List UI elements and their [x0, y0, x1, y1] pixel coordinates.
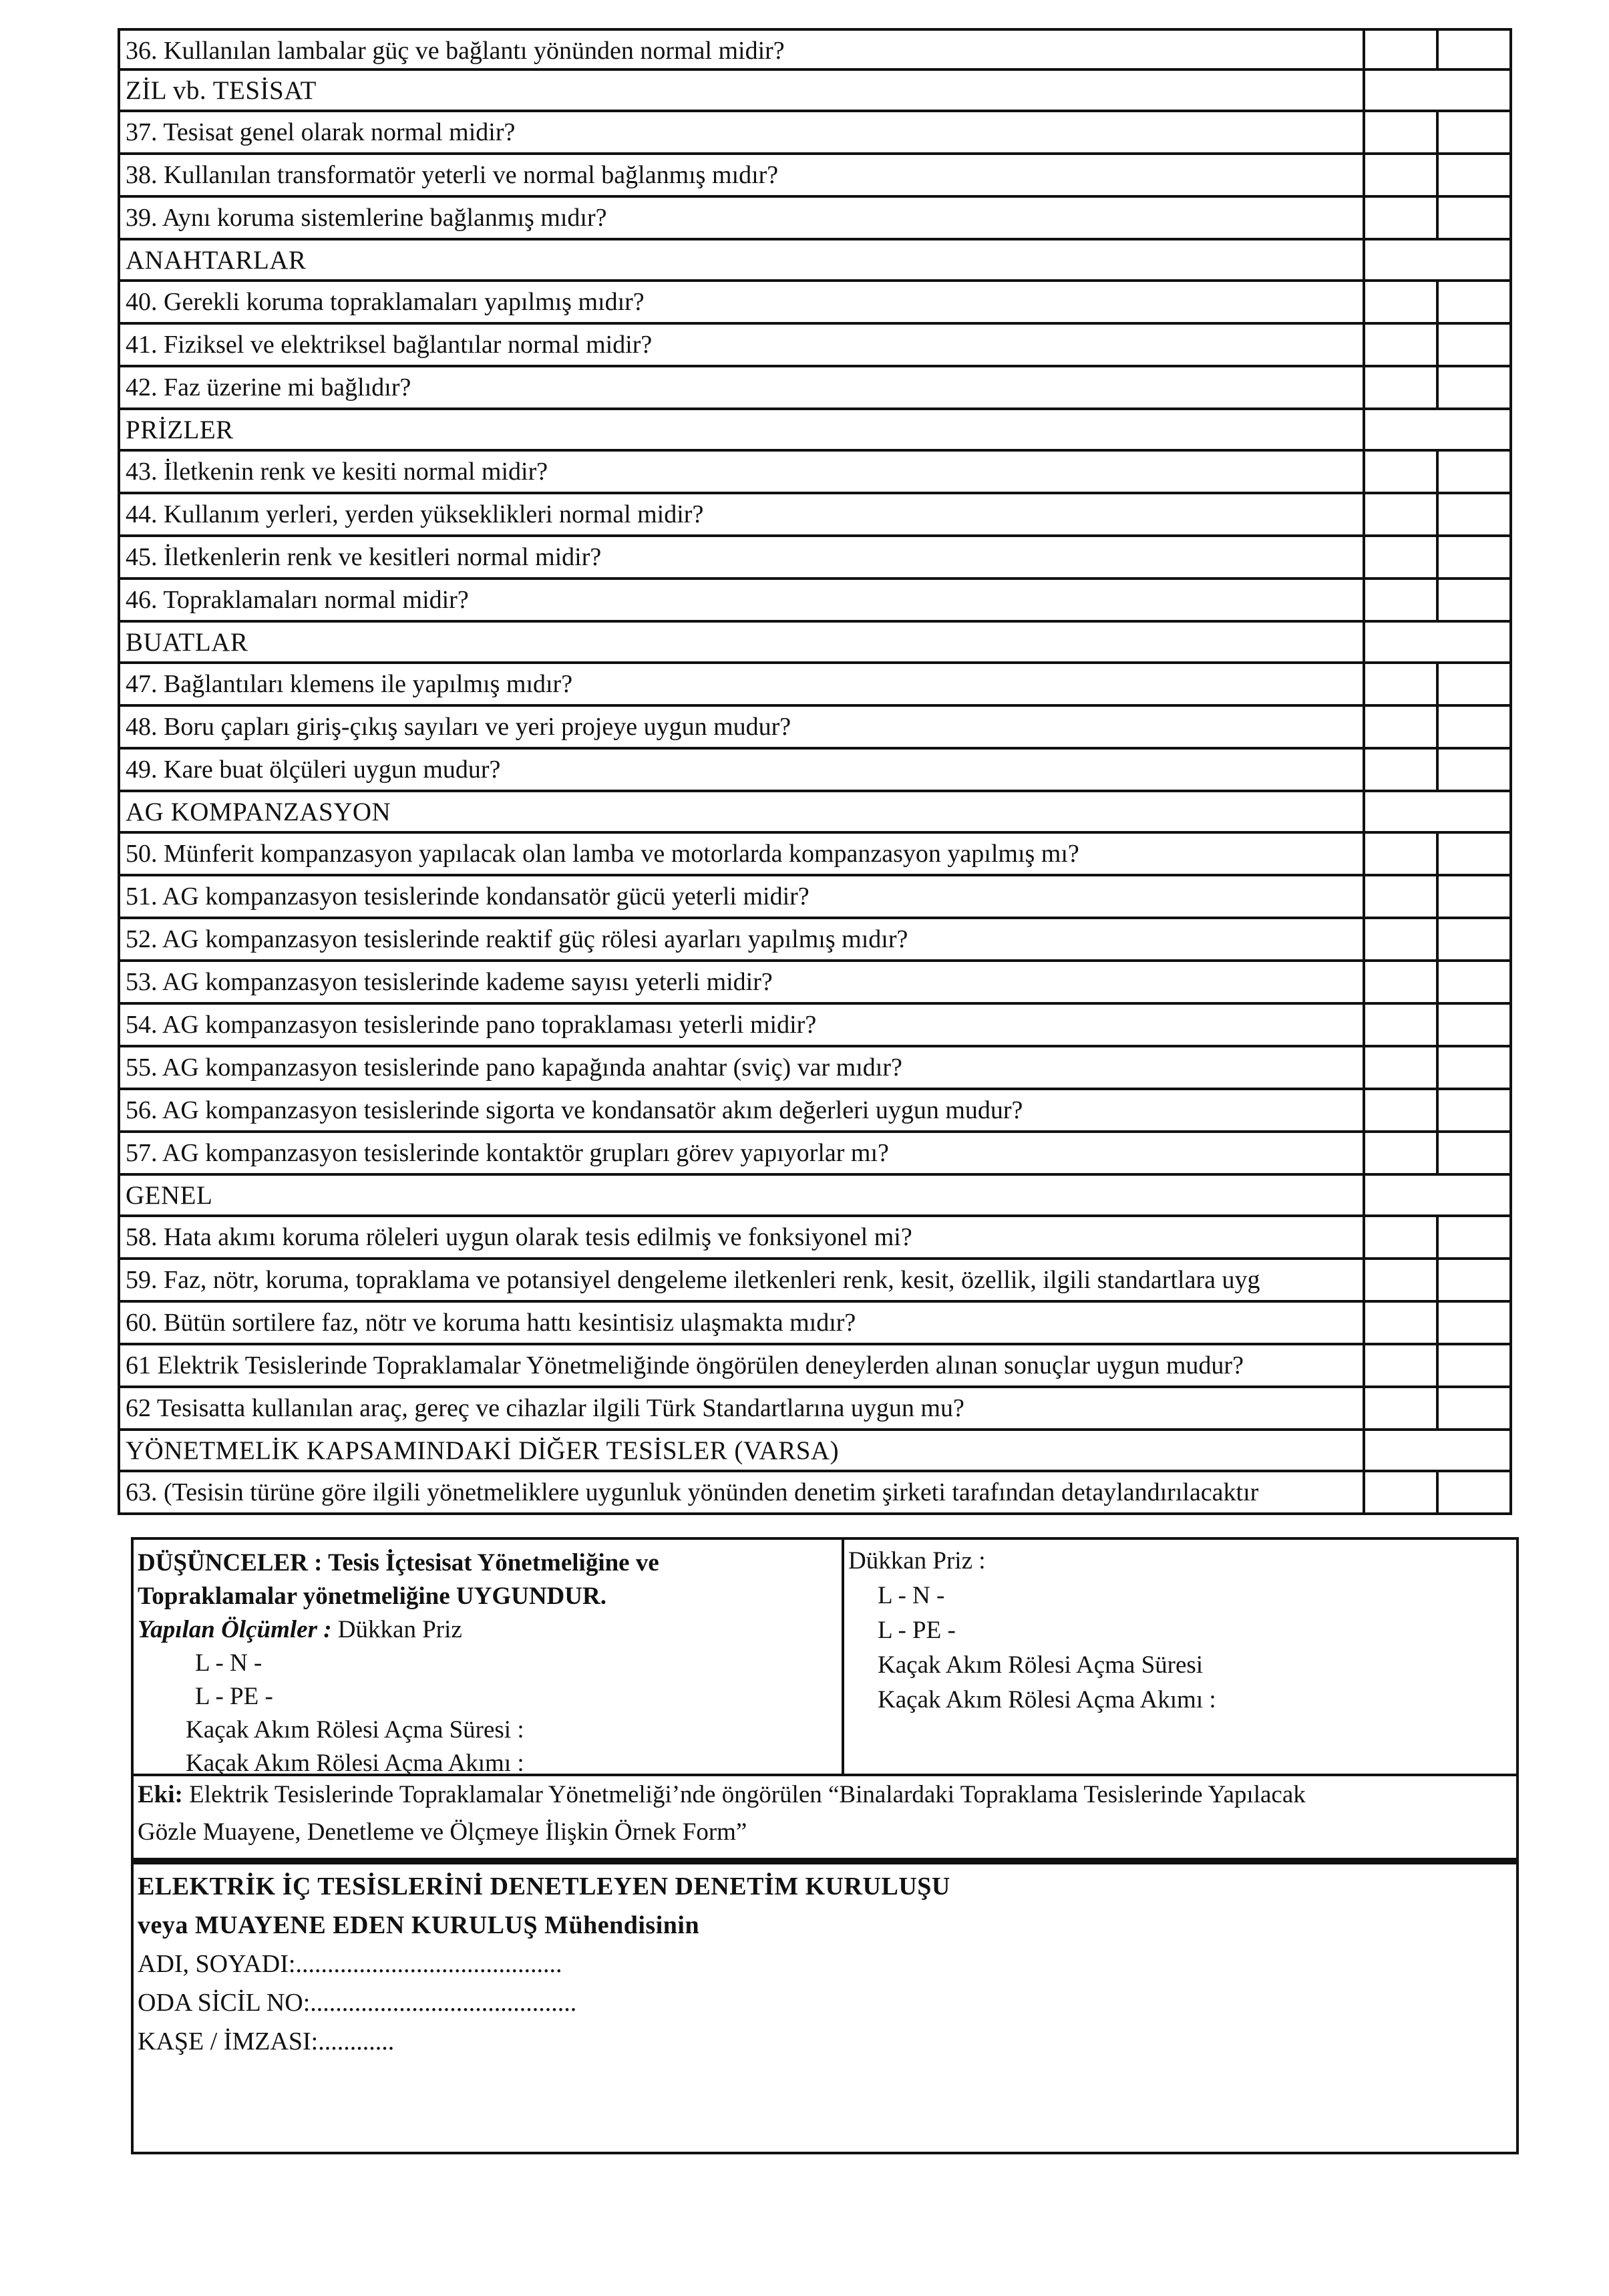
checklist-row: [118, 1388, 1512, 1431]
answer-cell-no[interactable]: [1439, 1217, 1512, 1257]
checklist-row: [118, 452, 1512, 494]
question-text: 55. AG kompanzasyon tesislerinde pano kapağında anahtar (sviç) var mıdır?: [120, 1047, 1365, 1088]
answer-cell-yes[interactable]: [1365, 707, 1439, 747]
checklist-row: [118, 155, 1512, 198]
checklist-row: [118, 112, 1512, 155]
answer-cell-no[interactable]: [1439, 537, 1512, 577]
answer-cells: [1365, 282, 1512, 322]
answer-cell-yes[interactable]: [1365, 1217, 1439, 1257]
answer-cells: [1365, 664, 1512, 704]
remarks-title-line: [138, 1546, 838, 1580]
answer-cell-yes[interactable]: [1365, 112, 1439, 152]
question-text: 54. AG kompanzasyon tesislerinde pano topraklaması yeterli midir?: [120, 1005, 1365, 1045]
question-text: 48. Boru çapları giriş-çıkış sayıları ve yeri projeye uygun mudur?: [120, 707, 1365, 747]
checklist-row: [118, 494, 1512, 537]
checklist-row: [118, 707, 1512, 750]
question-text: 45. İletkenlerin renk ve kesitleri normal midir?: [120, 537, 1365, 577]
answer-cell-yes[interactable]: [1365, 537, 1439, 577]
answer-cells: [1365, 367, 1512, 407]
answer-cell-no[interactable]: [1439, 1303, 1512, 1343]
answer-cells: [1365, 750, 1512, 790]
question-text: 53. AG kompanzasyon tesislerinde kademe sayısı yeterli midir?: [120, 962, 1365, 1002]
remarks-box: [131, 1537, 1519, 1776]
answer-cell-yes[interactable]: [1365, 750, 1439, 790]
answer-cells: [1365, 580, 1512, 620]
answer-cell-yes[interactable]: [1365, 1472, 1439, 1512]
answer-cells: [1365, 919, 1512, 959]
answer-cell-no[interactable]: [1439, 664, 1512, 704]
checklist-row: [118, 1217, 1512, 1260]
right-ln: L - N -: [878, 1582, 945, 1609]
checklist-row: [118, 325, 1512, 367]
chamber-no-field[interactable]: ODA SİCİL NO:..........................................: [138, 1989, 577, 2017]
section-header-row: [118, 792, 1512, 834]
checklist-row: [118, 962, 1512, 1005]
answer-cell-yes[interactable]: [1365, 1303, 1439, 1343]
signature-box: [131, 1860, 1519, 2154]
answer-cell-no[interactable]: [1439, 580, 1512, 620]
answer-cells: [1365, 112, 1512, 152]
question-text: 63. (Tesisin türüne göre ilgili yönetmeliklere uygunluk yönünden denetim şirketi tarafından detaylandırılacaktır: [120, 1472, 1365, 1512]
answer-cell-yes[interactable]: [1365, 834, 1439, 874]
answer-cells: [1365, 1176, 1512, 1214]
answer-cell-yes[interactable]: [1365, 664, 1439, 704]
stamp-signature-field[interactable]: KAŞE / İMZASI:............: [138, 2027, 395, 2056]
remarks-right: [844, 1540, 1516, 1774]
name-field[interactable]: ADI, SOYADI:..........................................: [138, 1950, 562, 1978]
note-line1: [138, 1776, 1512, 1814]
answer-cells: [1365, 494, 1512, 534]
right-lpe: L - PE -: [878, 1617, 956, 1644]
section-header-row: [118, 1176, 1512, 1217]
checklist-row: [118, 876, 1512, 919]
answer-cell-no[interactable]: [1439, 1388, 1512, 1428]
checklist-row: [118, 580, 1512, 623]
question-text: 60. Bütün sortilere faz, nötr ve koruma hattı kesintisiz ulaşmakta mıdır?: [120, 1303, 1365, 1343]
answer-cell-yes[interactable]: [1365, 1005, 1439, 1045]
checklist-row: [118, 1303, 1512, 1345]
answer-cell-no[interactable]: [1439, 494, 1512, 534]
section-title: AG KOMPANZASYON: [120, 792, 1365, 831]
question-text: 57. AG kompanzasyon tesislerinde kontaktör grupları görev yapıyorlar mı?: [120, 1133, 1365, 1173]
question-text: 38. Kullanılan transformatör yeterli ve normal bağlanmış mıdır?: [120, 155, 1365, 195]
answer-cell-no[interactable]: [1439, 198, 1512, 238]
signature-heading-2: veya MUAYENE EDEN KURULUŞ Mühendisinin: [138, 1911, 700, 1939]
section-header-row: [118, 240, 1512, 282]
answer-cell-no[interactable]: [1439, 112, 1512, 152]
checklist-row: [118, 1047, 1512, 1090]
remarks-line2: Topraklamalar yönetmeliğine UYGUNDUR.: [138, 1583, 606, 1610]
checklist-row: [118, 664, 1512, 707]
answer-cell-yes[interactable]: [1365, 919, 1439, 959]
answer-cells: [1365, 962, 1512, 1002]
answer-cell-yes[interactable]: [1365, 1090, 1439, 1130]
question-text: 51. AG kompanzasyon tesislerinde kondansatör gücü yeterli midir?: [120, 876, 1365, 917]
measurements-value: Dükkan Priz: [331, 1616, 462, 1643]
question-text: 49. Kare buat ölçüleri uygun mudur?: [120, 750, 1365, 790]
checklist-row: [118, 198, 1512, 240]
answer-cell-no[interactable]: [1439, 834, 1512, 874]
checklist-row: [118, 28, 1512, 71]
question-text: 43. İletkenin renk ve kesiti normal midir?: [120, 452, 1365, 492]
answer-cells: [1365, 1303, 1512, 1343]
section-header-row: [118, 1431, 1512, 1472]
answer-cell-no[interactable]: [1439, 325, 1512, 365]
answer-cell-no[interactable]: [1439, 155, 1512, 195]
answer-cells: [1365, 623, 1512, 661]
answer-cells: [1365, 876, 1512, 917]
checklist-row: [118, 834, 1512, 876]
answer-cell-yes[interactable]: [1365, 282, 1439, 322]
remarks-left: [134, 1540, 844, 1777]
question-text: 36. Kullanılan lambalar güç ve bağlantı yönünden normal midir?: [120, 31, 1365, 68]
section-title: ANAHTARLAR: [120, 240, 1365, 279]
checklist-row: [118, 367, 1512, 410]
question-text: 40. Gerekli koruma topraklamaları yapılmış mıdır?: [120, 282, 1365, 322]
answer-cell-yes[interactable]: [1365, 31, 1439, 68]
section-title: BUATLAR: [120, 623, 1365, 661]
answer-cell-yes[interactable]: [1365, 452, 1439, 492]
answer-cells: [1365, 1047, 1512, 1088]
section-header-row: [118, 623, 1512, 664]
answer-cells: [1365, 1217, 1512, 1257]
answer-cells: [1365, 325, 1512, 365]
question-text: 44. Kullanım yerleri, yerden yükseklikleri normal midir?: [120, 494, 1365, 534]
answer-cell-no[interactable]: [1439, 367, 1512, 407]
section-title: PRİZLER: [120, 410, 1365, 449]
question-text: 56. AG kompanzasyon tesislerinde sigorta ve kondansatör akım değerleri uygun mudur?: [120, 1090, 1365, 1130]
answer-cells: [1365, 452, 1512, 492]
answer-cells: [1365, 1345, 1512, 1385]
answer-cell-yes[interactable]: [1365, 1345, 1439, 1385]
answer-cell-no[interactable]: [1439, 31, 1512, 68]
answer-cells: [1365, 1005, 1512, 1045]
question-text: 47. Bağlantıları klemens ile yapılmış mıdır?: [120, 664, 1365, 704]
question-text: 58. Hata akımı koruma röleleri uygun olarak tesis edilmiş ve fonksiyonel mi?: [120, 1217, 1365, 1257]
answer-cell-yes[interactable]: [1365, 1388, 1439, 1428]
answer-cell-yes[interactable]: [1365, 876, 1439, 917]
answer-cell-no[interactable]: [1439, 962, 1512, 1002]
measurements-line: [138, 1613, 838, 1647]
right-trip-time: Kaçak Akım Rölesi Açma Süresi: [878, 1651, 1204, 1679]
answer-cells: [1365, 1472, 1512, 1512]
question-text: 59. Faz, nötr, koruma, topraklama ve potansiyel dengeleme iletkenleri renk, kesit, özellik, ilgili standartlara uyg: [120, 1260, 1365, 1300]
measure-lpe: L - PE -: [195, 1683, 273, 1710]
answer-cells: [1365, 1133, 1512, 1173]
answer-cells: [1365, 31, 1512, 68]
checklist-row: [118, 1005, 1512, 1047]
question-text: 39. Aynı koruma sistemlerine bağlanmış mıdır?: [120, 198, 1365, 238]
answer-cell-yes[interactable]: [1365, 1133, 1439, 1173]
checklist-row: [118, 919, 1512, 962]
checklist-table: [118, 28, 1512, 1515]
section-title: YÖNETMELİK KAPSAMINDAKİ DİĞER TESİSLER (VARSA): [120, 1431, 1365, 1470]
question-text: 46. Topraklamaları normal midir?: [120, 580, 1365, 620]
answer-cells: [1365, 240, 1512, 279]
answer-cell-no[interactable]: [1439, 1047, 1512, 1088]
measure-ln: L - N -: [195, 1649, 262, 1677]
question-text: 37. Tesisat genel olarak normal midir?: [120, 112, 1365, 152]
answer-cells: [1365, 410, 1512, 449]
answer-cell-no[interactable]: [1439, 919, 1512, 959]
question-text: 41. Fiziksel ve elektriksel bağlantılar normal midir?: [120, 325, 1365, 365]
question-text: 52. AG kompanzasyon tesislerinde reaktif güç rölesi ayarları yapılmış mıdır?: [120, 919, 1365, 959]
answer-cell-no[interactable]: [1439, 1345, 1512, 1385]
checklist-row: [118, 1472, 1512, 1515]
question-text: 62 Tesisatta kullanılan araç, gereç ve cihazlar ilgili Türk Standartlarına uygun mu?: [120, 1388, 1365, 1428]
answer-cells: [1365, 155, 1512, 195]
measure-trip-current: Kaçak Akım Rölesi Açma Akımı :: [186, 1750, 524, 1777]
checklist-row: [118, 537, 1512, 580]
answer-cells: [1365, 537, 1512, 577]
answer-cell-no[interactable]: [1439, 452, 1512, 492]
remarks-title: DÜŞÜNCELER :: [138, 1549, 323, 1577]
section-header-row: [118, 410, 1512, 452]
signature-heading-1: ELEKTRİK İÇ TESİSLERİNİ DENETLEYEN DENETİM KURULUŞU: [138, 1872, 950, 1901]
answer-cell-no[interactable]: [1439, 1260, 1512, 1300]
answer-cell-no[interactable]: [1439, 1472, 1512, 1512]
answer-cell-yes[interactable]: [1365, 155, 1439, 195]
answer-cell-yes[interactable]: [1365, 367, 1439, 407]
answer-cell-yes[interactable]: [1365, 494, 1439, 534]
checklist-row: [118, 1345, 1512, 1388]
answer-cells: [1365, 1388, 1512, 1428]
answer-cells: [1365, 792, 1512, 831]
answer-cells: [1365, 198, 1512, 238]
answer-cell-yes[interactable]: [1365, 325, 1439, 365]
answer-cell-yes[interactable]: [1365, 580, 1439, 620]
answer-cells: [1365, 1090, 1512, 1130]
answer-cells: [1365, 707, 1512, 747]
answer-cell-yes[interactable]: [1365, 1260, 1439, 1300]
answer-cells: [1365, 834, 1512, 874]
answer-cell-no[interactable]: [1439, 707, 1512, 747]
attachment-note: [131, 1776, 1519, 1860]
answer-cell-no[interactable]: [1439, 1133, 1512, 1173]
checklist-row: [118, 1090, 1512, 1133]
note-line2: Gözle Muayene, Denetleme ve Ölçmeye İlişkin Örnek Form”: [138, 1818, 747, 1846]
measurements-label: Yapılan Ölçümler :: [138, 1616, 332, 1643]
remarks-title-rest: Tesis İçtesisat Yönetmeliğine ve: [322, 1549, 659, 1577]
answer-cell-yes[interactable]: [1365, 962, 1439, 1002]
answer-cell-no[interactable]: [1439, 876, 1512, 917]
answer-cell-yes[interactable]: [1365, 1047, 1439, 1088]
answer-cell-no[interactable]: [1439, 282, 1512, 322]
section-header-row: [118, 71, 1512, 112]
note-label: Eki:: [138, 1781, 183, 1808]
checklist-row: [118, 1133, 1512, 1176]
question-text: 42. Faz üzerine mi bağlıdır?: [120, 367, 1365, 407]
checklist-row: [118, 750, 1512, 792]
section-title: GENEL: [120, 1176, 1365, 1214]
checklist-row: [118, 282, 1512, 325]
checklist-row: [118, 1260, 1512, 1303]
answer-cell-no[interactable]: [1439, 1005, 1512, 1045]
answer-cell-no[interactable]: [1439, 1090, 1512, 1130]
answer-cell-no[interactable]: [1439, 750, 1512, 790]
answer-cells: [1365, 1260, 1512, 1300]
section-title: ZİL vb. TESİSAT: [120, 71, 1365, 110]
right-title: Dükkan Priz :: [848, 1547, 986, 1575]
answer-cell-yes[interactable]: [1365, 198, 1439, 238]
question-text: 50. Münferit kompanzasyon yapılacak olan lamba ve motorlarda kompanzasyon yapılmış mı?: [120, 834, 1365, 874]
note-text: Elektrik Tesislerinde Topraklamalar Yönetmeliği’nde öngörülen “Binalardaki Topraklama Tesislerinde Yapılacak: [182, 1781, 1306, 1808]
answer-cells: [1365, 1431, 1512, 1470]
right-trip-current: Kaçak Akım Rölesi Açma Akımı :: [878, 1686, 1216, 1713]
measure-trip-time: Kaçak Akım Rölesi Açma Süresi :: [186, 1716, 524, 1744]
question-text: 61 Elektrik Tesislerinde Topraklamalar Yönetmeliğinde öngörülen deneylerden alınan sonuçlar uygun mudur?: [120, 1345, 1365, 1385]
answer-cells: [1365, 71, 1512, 110]
